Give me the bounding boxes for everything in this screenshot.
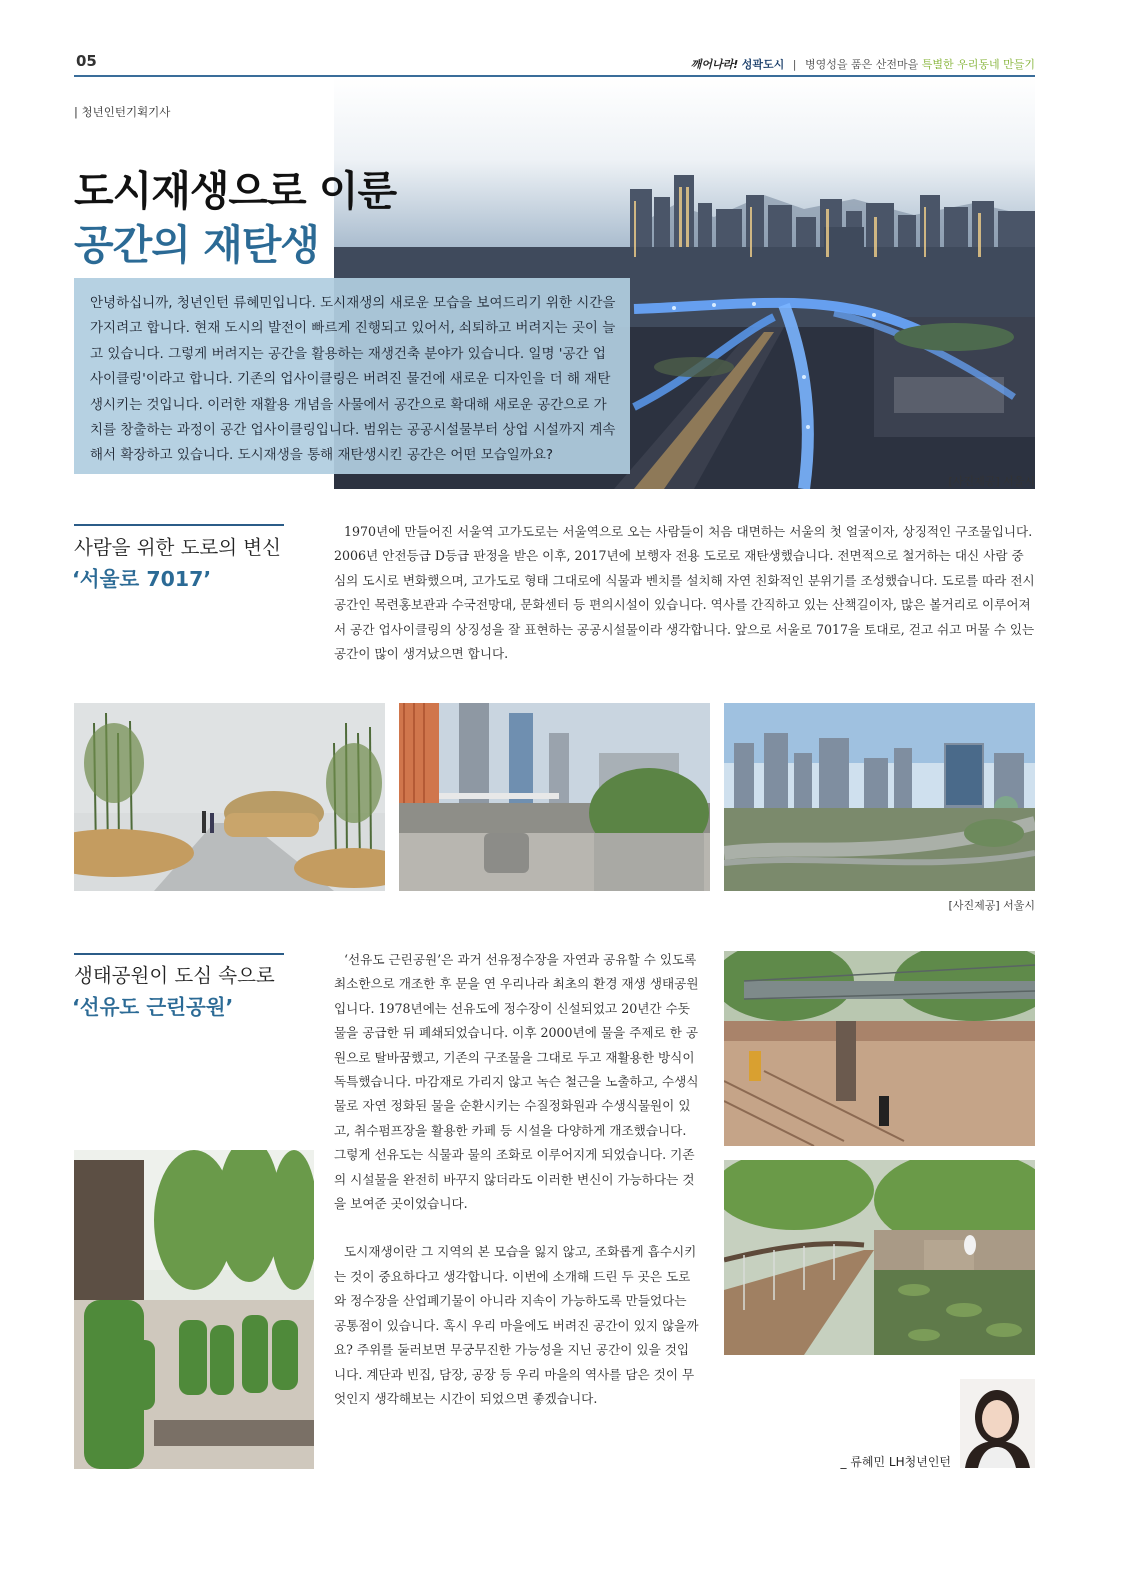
section2-paragraph-1: ‘선유도 근린공원’은 과거 선유정수장을 자연과 공유할 수 있도록 최소한으로 개조한 후 문을 연 우리나라 최초의 환경 재생 생태공원입니다. 1978년에는 선유도에 정수장이 신설되었고 20년간 수돗물을 공급한 뒤 폐쇄되었습니다. 이후 2000년에 물을 주제로 한 공원으로 탈바꿈했고, 기존의 구조물을 그대로 두고 재활용한 방식이 독특했습니다. 마감재로 가리지 않고 녹슨 철근을 노출하고, 수생식물로 자연 정화된 물을 순환시키는 수질정화원과 수생식물원이 있고, 취수펌프장을 활용한 카페 등 시설을 다양하게 개조했습니다. 그렇게 선유도는 식물과 물의 조화로 이루어지게 되었습니다. 기존의 시설물을 완전히 바꾸지 않더라도 이러한 변신이 가능하다는 것을 보여준 곳이었습니다.: [334, 952, 699, 1212]
intro-text: 안녕하십니까, 청년인턴 류혜민입니다. 도시재생의 새로운 모습을 보여드리기 위한 시간을 가지려고 합니다. 현재 도시의 발전이 빠르게 진행되고 있어서, 쇠퇴하고 버려지는 곳이 늘고 있습니다. 그렇게 버려지는 공간을 활용하는 재생건축 분야가 있습니다. 일명 '공간 업사이클링'이라고 합니다. 기존의 업사이클링은 버려진 물건에 새로운 디자인을 더 해 재탄생시키는 것입니다. 이러한 재활용 개념을 사물에서 공간으로 확대해 새로운 공간으로 가치를 창출하는 과정이 공간 업사이클링입니다. 범위는 공공시설물부터 상업 시설까지 계속해서 확장하고 있습니다. 도시재생을 통해 재탄생시킨 공간은 어떤 모습일까요?: [90, 295, 616, 464]
seoullo-walkway-photo: [74, 703, 385, 891]
article-title-line2: 공간의 재탄생: [74, 221, 319, 269]
page-number: 05: [76, 52, 97, 70]
header-subtitle-highlight: 특별한 우리동네 만들기: [921, 58, 1035, 71]
header-city: 성곽도시: [741, 58, 785, 71]
seoul-station-aerial-photo: [724, 703, 1035, 891]
section1-paragraph: 1970년에 만들어진 서울역 고가도로는 서울역으로 오는 사람들이 처음 대면하는 서울의 첫 얼굴이자, 상징적인 구조물입니다. 2006년 안전등급 D등급 판정을 받은 이후, 2017년에 보행자 전용 도로로 재탄생했습니다. 전면적으로 철거하는 대신 사람 중심의 도시로 변화했으며, 고가도로 형태 그대로에 식물과 벤치를 설치해 자연 친화적인 분위기를 조성했습니다. 도로를 따라 전시공간인 목련홍보관과 수국전망대, 문화센터 등 편의시설이 있습니다. 역사를 간직하고 있는 산책길이자, 많은 볼거리로 이루어져서 공간 업사이클링의 상징성을 잘 표현하는 공공시설물이라 생각합니다. 앞으로 서울로 7017을 토대로, 걷고 쉬고 머물 수 있는 공간이 많이 생겨났으면 합니다.: [334, 524, 1035, 662]
hero-photo-credit: [사진제공] 서울시: [948, 475, 1035, 488]
section-kicker: | 청년인턴기획기사: [74, 105, 171, 119]
section1-subtitle: 사람을 위한 도로의 변신: [74, 536, 281, 559]
section1-photo-credit: [사진제공] 서울시: [948, 899, 1035, 912]
section2-rule: [74, 953, 284, 955]
header-brand: 깨어나라!: [690, 58, 739, 71]
author-byline: _ 류혜민 LH청년인턴: [840, 1455, 951, 1469]
seonyudo-water-tank-photo: [724, 951, 1035, 1146]
seonyudo-ivy-columns-photo: [74, 1150, 314, 1469]
section2-body: [334, 948, 700, 1411]
section2-title: ‘선유도 근린공원’: [72, 995, 234, 1019]
article-title-line1: 도시재생으로 이룬: [74, 167, 397, 215]
header-separator: |: [792, 58, 797, 71]
seoullo-planters-photo: [399, 703, 710, 891]
section1-rule: [74, 524, 284, 526]
section1-title: ‘서울로 7017’: [72, 567, 212, 591]
section2-paragraph-2: 도시재생이란 그 지역의 본 모습을 잃지 않고, 조화롭게 흡수시키는 것이 중요하다고 생각합니다. 이번에 소개해 드린 두 곳은 도로와 정수장을 산업폐기물이 아니라 지속이 가능하도록 만들었다는 공통점이 있습니다. 혹시 우리 마을에도 버려진 공간이 있지 않을까요? 주위를 둘러보면 무궁무진한 가능성을 지닌 공간이 있을 것입니다. 계단과 빈집, 담장, 공장 등 우리 마을의 역사를 담은 것이 무엇인지 생각해보는 시간이 되었으면 좋겠습니다.: [334, 1244, 699, 1406]
running-header: [691, 56, 1035, 72]
intro-box: [74, 278, 630, 474]
header-subtitle: 병영성을 품은 산전마을: [804, 58, 919, 71]
section2-subtitle: 생태공원이 도심 속으로: [74, 964, 275, 987]
seonyudo-aquatic-garden-photo: [724, 1160, 1035, 1355]
author-portrait: [960, 1379, 1035, 1468]
section1-body: [334, 520, 1035, 666]
